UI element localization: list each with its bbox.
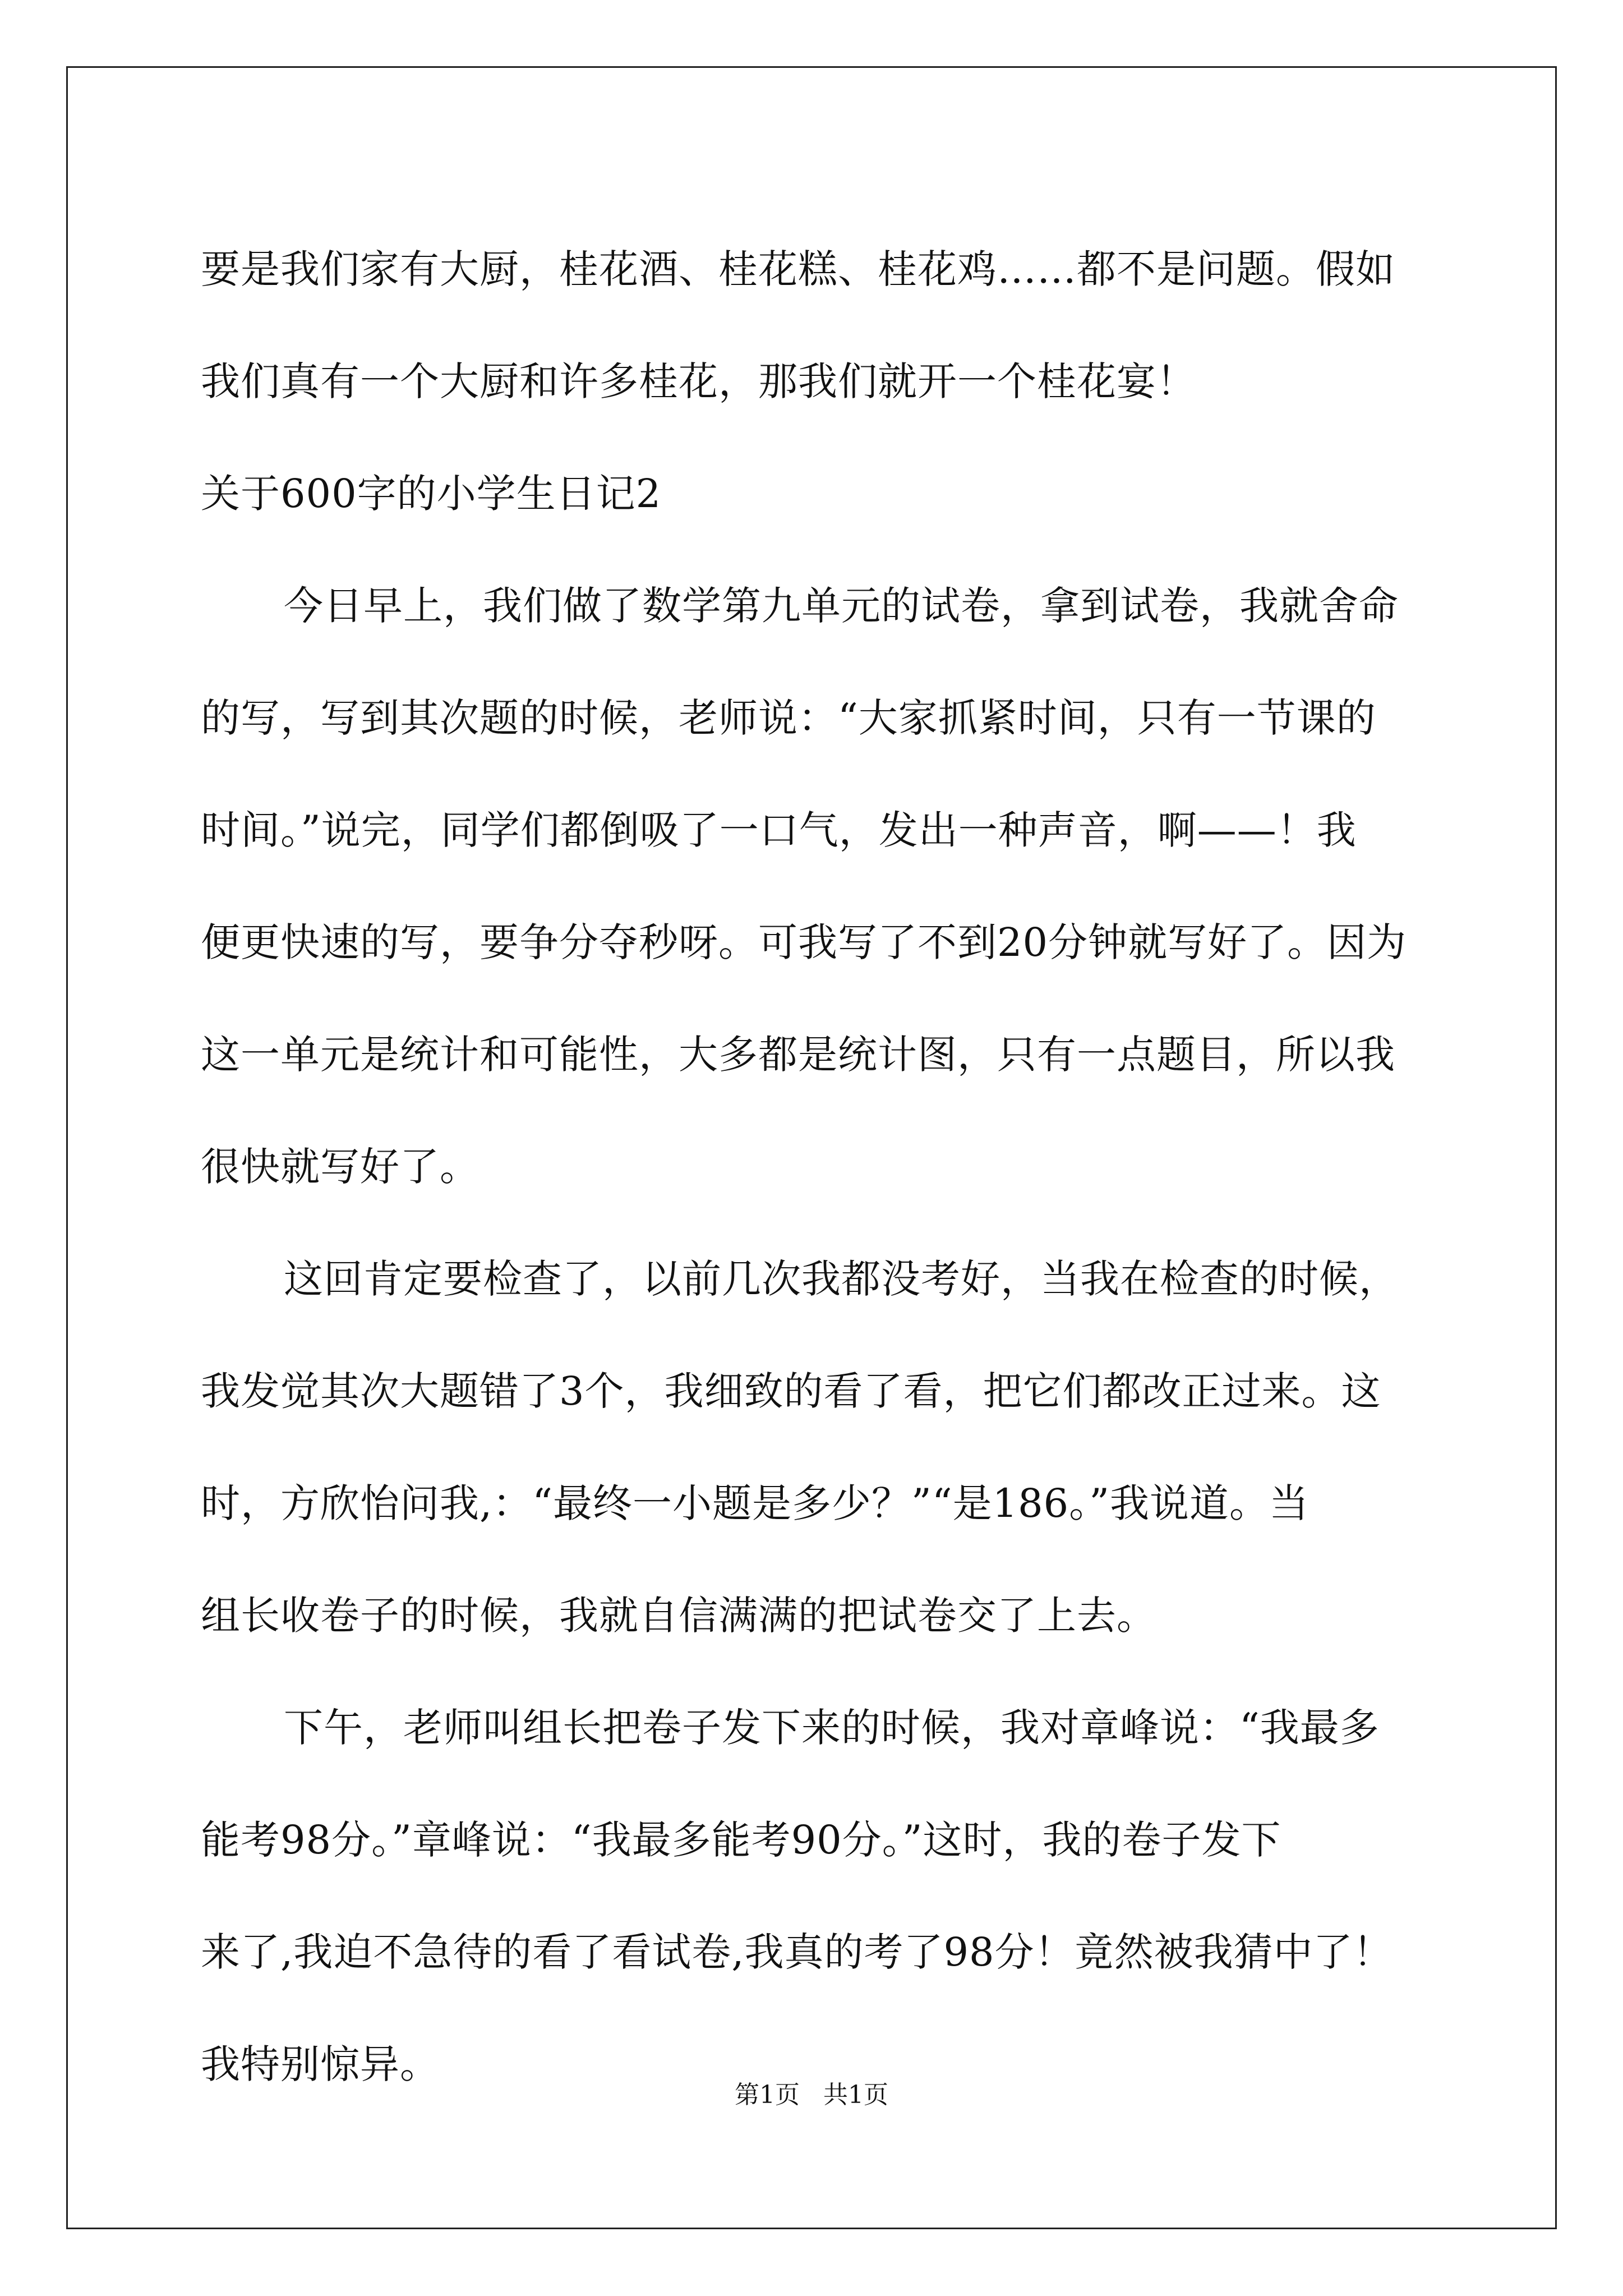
text-line: 我特别惊异。 [201, 2041, 440, 2087]
paragraph-start-line: 下午，老师叫组长把卷子发下来的时候，我对章峰说：“我最多 [284, 1705, 1380, 1751]
text-line: 能考98分。”章峰说：“我最多能考90分。”这时，我的卷子发下 [201, 1817, 1281, 1863]
text-line: 组长收卷子的时候，我就自信满满的把试卷交了上去。 [201, 1593, 1156, 1639]
text-line: 的写，写到其次题的时候，老师说：“大家抓紧时间，只有一节课的 [201, 695, 1376, 741]
text-line: 便更快速的写，要争分夺秒呀。可我写了不到20分钟就写好了。因为 [201, 919, 1407, 965]
paragraph-start-line: 今日早上，我们做了数学第九单元的试卷，拿到试卷，我就舍命 [284, 583, 1399, 629]
text-line: 很快就写好了。 [201, 1144, 479, 1190]
text-line: 我发觉其次大题错了3个，我细致的看了看，把它们都改正过来。这 [201, 1368, 1381, 1414]
text-line: 时间。”说完，同学们都倒吸了一口气，发出一种声音，啊——！我 [201, 807, 1357, 853]
text-line: 来了,我迫不急待的看了看试卷,我真的考了98分！竟然被我猜中了！ [201, 1929, 1393, 1975]
text-line: 我们真有一个大厨和许多桂花，那我们就开一个桂花宴！ [201, 358, 1196, 404]
paragraph-start-line: 这回肯定要检查了，以前几次我都没考好，当我在检查的时候， [284, 1256, 1399, 1302]
text-line: 时，方欣怡问我,：“最终一小题是多少？”“是186。”我说道。当 [201, 1480, 1310, 1526]
document-body [201, 213, 1426, 2120]
text-line: 要是我们家有大厨，桂花酒、桂花糕、桂花鸡……都不是问题。假如 [201, 246, 1395, 292]
section-heading: 关于600字的小学生日记2 [201, 471, 662, 517]
text-line: 这一单元是统计和可能性，大多都是统计图，只有一点题目，所以我 [201, 1032, 1395, 1078]
page-number-footer: 第1页 共1页 [735, 2081, 888, 2109]
